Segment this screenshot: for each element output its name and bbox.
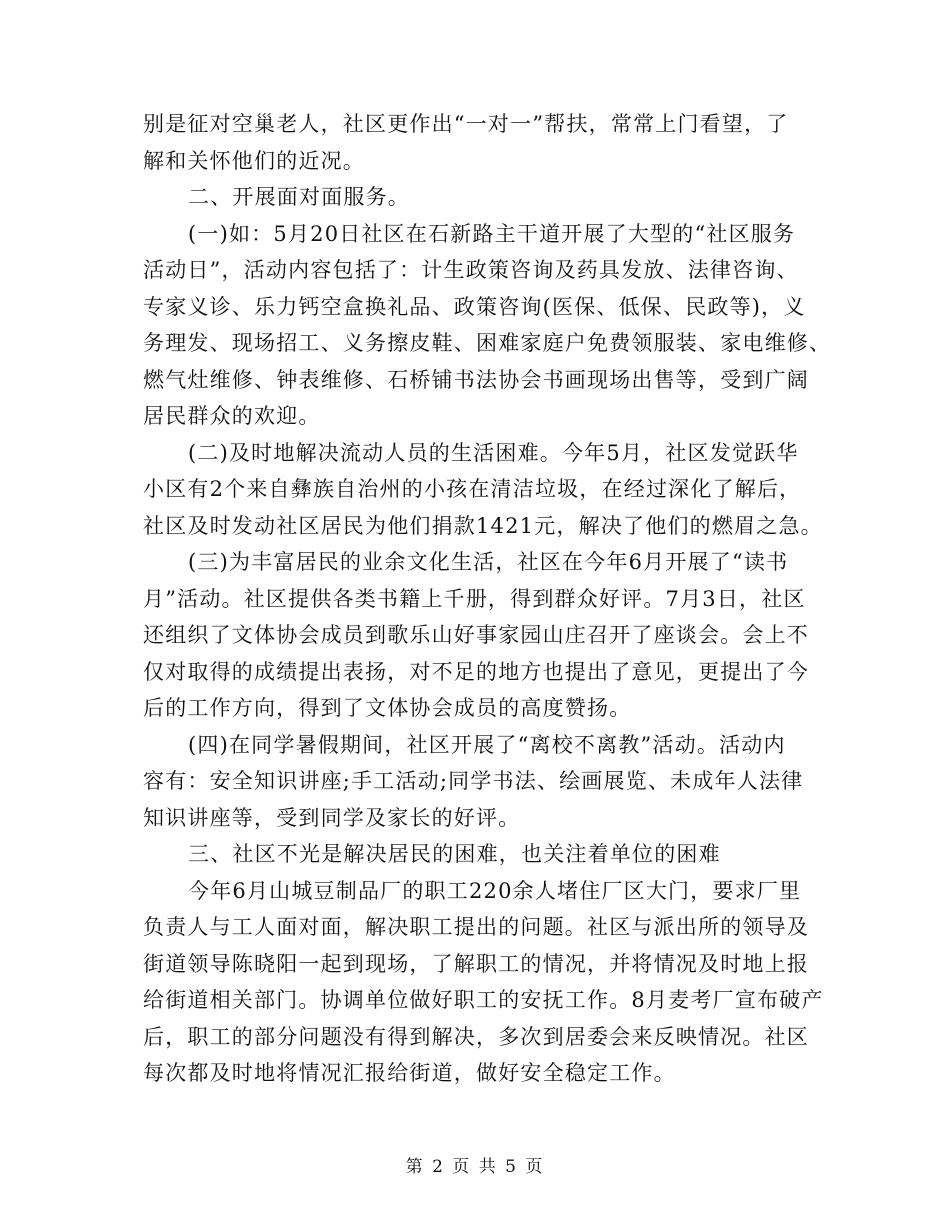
text-line: 还组织了文体协会成员到歌乐山好事家园山庄召开了座谈会。会上不 (143, 623, 809, 647)
text-line: (三)为丰富居民的业余文化生活，社区在今年6月开展了“读书 (188, 550, 789, 574)
document-body (143, 106, 832, 1092)
text-line: (一)如：5月20日社区在石新路主干道开展了大型的“社区服务 (188, 221, 796, 246)
section-heading: 三、社区不光是解决居民的困难，也关注着单位的困难 (188, 842, 721, 866)
text-line: (四)在同学暑假期间，社区开展了“离校不离教”活动。活动内 (188, 732, 786, 757)
text-line: 今年6月山城豆制品厂的职工220余人堵住厂区大门，要求厂里 (188, 878, 802, 903)
text-line: 仅对取得的成绩提出表扬，对不足的地方也提出了意见，更提出了今 (143, 659, 809, 684)
text-line: 务理发、现场招工、义务擦皮鞋、困难家庭户免费领服装、家电维修、 (143, 331, 832, 355)
text-line: 别是征对空巢老人，社区更作出“一对一”帮扶，常常上门看望，了 (143, 112, 789, 136)
text-line: 每次都及时地将情况汇报给街道，做好安全稳定工作。 (143, 1061, 676, 1085)
text-line: 知识讲座等，受到同学及家长的好评。 (143, 805, 521, 830)
text-line: 月”活动。社区提供各类书籍上千册，得到群众好评。7月3日，社区 (143, 586, 806, 611)
text-line: 居民群众的欢迎。 (143, 404, 321, 428)
text-line: 专家义诊、乐力钙空盒换礼品、政策咨询(医保、低保、民政等)，义 (143, 294, 806, 319)
text-line: 后，职工的部分问题没有得到解决，多次到居委会来反映情况。社区 (143, 1024, 809, 1049)
page-number: 第 2 页 共 5 页 (405, 1157, 545, 1177)
text-line: (二)及时地解决流动人员的生活困难。今年5月，社区发觉跃华 (188, 440, 799, 465)
text-line: 街道领导陈晓阳一起到现场，了解职工的情况，并将情况及时地上报 (143, 951, 809, 976)
section-heading: 二、开展面对面服务。 (188, 185, 410, 209)
text-line: 后的工作方向，得到了文体协会成员的高度赞扬。 (143, 696, 632, 720)
text-line: 小区有2个来自彝族自治州的小孩在清洁垃圾，在经过深化了解后， (143, 477, 802, 501)
text-line: 活动日”，活动内容包括了：计生政策咨询及药具发放、法律咨询、 (143, 258, 799, 282)
text-line: 给街道相关部门。协调单位做好职工的安抚工作。8月麦考厂宣布破产 (143, 988, 824, 1012)
text-line: 燃气灶维修、钟表维修、石桥铺书法协会书画现场出售等，受到广阔 (143, 367, 809, 392)
text-line: 负责人与工人面对面，解决职工提出的问题。社区与派出所的领导及 (143, 915, 809, 939)
text-line: 解和关怀他们的近况。 (143, 148, 365, 173)
text-line: 容有：安全知识讲座;手工活动;同学书法、绘画展览、未成年人法律 (143, 769, 804, 793)
text-line: 社区及时发动社区居民为他们捐款1421元，解决了他们的燃眉之急。 (143, 513, 823, 538)
